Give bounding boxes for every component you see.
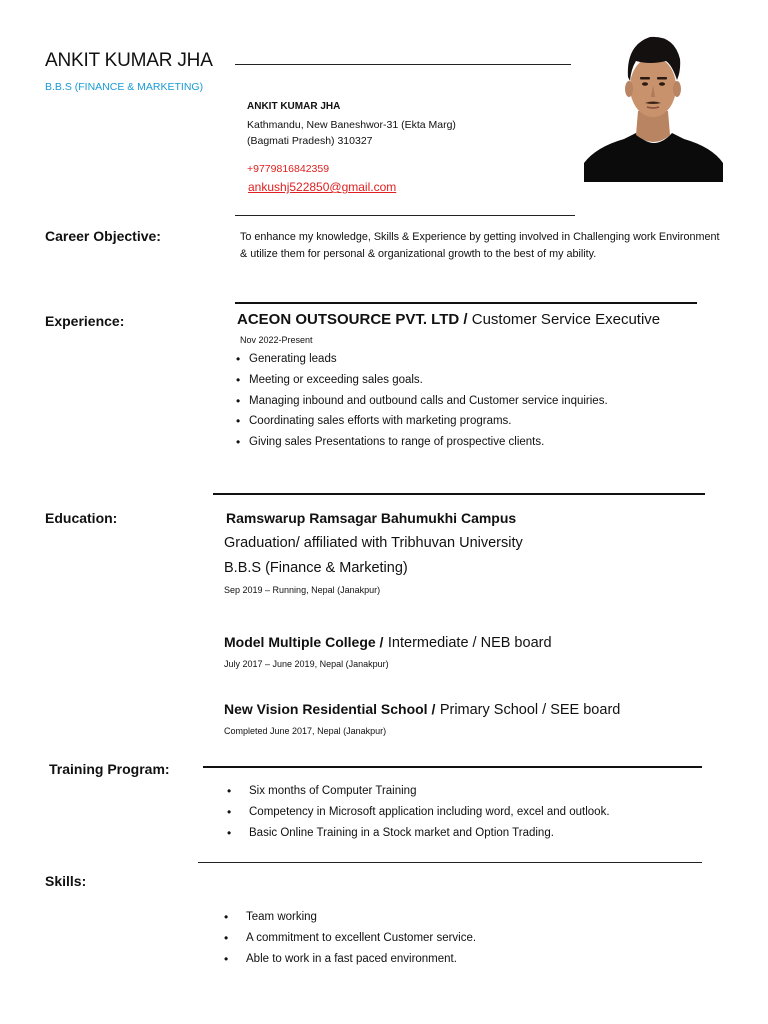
list-item: • Basic Online Training in a Stock market and Option Trading. xyxy=(225,823,610,844)
education-school-2: Model Multiple College / xyxy=(224,634,384,650)
career-objective-text: To enhance my knowledge, Skills & Experience by getting involved in Challenging work Environment & utilize them for personal & organizational growth to the best of my ability. xyxy=(240,231,720,260)
address-line-1: Kathmandu, New Baneshwor-31 (Ekta Marg) xyxy=(247,119,456,131)
list-item: • Team working xyxy=(222,907,476,928)
education-school-3: New Vision Residential School / xyxy=(224,701,436,717)
address-line-2: (Bagmati Pradesh) 310327 xyxy=(247,135,373,147)
experience-heading: Experience: xyxy=(45,313,125,329)
education-dates-2: July 2017 – June 2019, Nepal (Janakpur) xyxy=(224,659,389,669)
job-title: Customer Service Executive xyxy=(471,311,661,328)
candidate-degree: B.B.S (FINANCE & MARKETING) xyxy=(45,81,204,93)
list-item: • Six months of Computer Training xyxy=(225,781,610,802)
list-item: • A commitment to excellent Customer service. xyxy=(222,928,476,949)
experience-dates: Nov 2022-Present xyxy=(240,335,313,345)
list-item: • Competency in Microsoft application including word, excel and outlook. xyxy=(225,802,610,823)
header-divider xyxy=(235,64,571,65)
company-name: ACEON OUTSOURCE PVT. LTD / xyxy=(237,311,468,328)
list-item: • Generating leads xyxy=(236,349,608,370)
list-item: • Giving sales Presentations to range of prospective clients. xyxy=(236,432,608,453)
contact-divider xyxy=(235,215,575,216)
experience-divider xyxy=(235,302,697,304)
list-item: • Meeting or exceeding sales goals. xyxy=(236,370,608,391)
education-detail-3: Primary School / SEE board xyxy=(439,702,621,718)
education-entry-2 xyxy=(224,634,552,652)
education-affiliation-1: Graduation/ affiliated with Tribhuvan University xyxy=(224,535,523,551)
education-detail-2: Intermediate / NEB board xyxy=(387,635,552,651)
profile-photo xyxy=(584,25,723,182)
list-item: • Coordinating sales efforts with marketing programs. xyxy=(236,411,608,432)
career-objective-heading: Career Objective: xyxy=(45,228,161,244)
skills-heading: Skills: xyxy=(45,873,87,889)
candidate-name: ANKIT KUMAR JHA xyxy=(45,50,213,71)
experience-company xyxy=(237,311,660,328)
contact-block xyxy=(247,98,456,149)
training-list xyxy=(225,781,610,843)
education-dates-3: Completed June 2017, Nepal (Janakpur) xyxy=(224,726,387,736)
education-entry-3 xyxy=(224,701,620,719)
education-dates-1: Sep 2019 – Running, Nepal (Janakpur) xyxy=(224,585,381,595)
list-item: • Able to work in a fast paced environment. xyxy=(222,949,476,970)
email-link[interactable]: ankushj522850@gmail.com xyxy=(248,180,397,194)
education-divider xyxy=(213,493,705,495)
training-divider xyxy=(203,766,702,768)
list-item: • Managing inbound and outbound calls and Customer service inquiries. xyxy=(236,391,608,412)
education-school-1: Ramswarup Ramsagar Bahumukhi Campus xyxy=(226,510,517,526)
education-degree-1: B.B.S (Finance & Marketing) xyxy=(224,560,408,576)
phone-number: +9779816842359 xyxy=(247,163,330,175)
training-heading: Training Program: xyxy=(49,761,170,777)
experience-duties-list xyxy=(236,349,608,453)
contact-name: ANKIT KUMAR JHA xyxy=(247,101,341,112)
education-heading: Education: xyxy=(45,510,118,526)
training-bottom-divider xyxy=(198,862,702,863)
skills-list xyxy=(222,907,476,969)
